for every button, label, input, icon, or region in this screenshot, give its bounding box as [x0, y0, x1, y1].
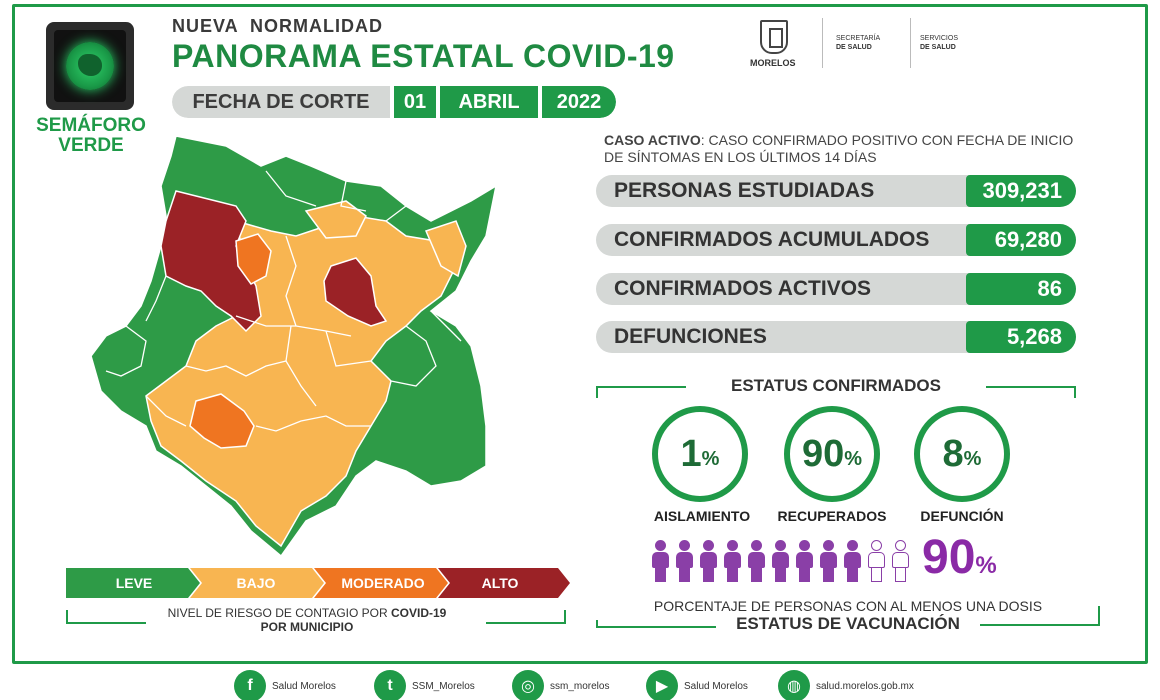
facebook-text: Salud Morelos [272, 680, 336, 692]
logo-divider [910, 18, 911, 68]
risk-caption-line2: POR MUNICIPIO [260, 620, 354, 634]
recuperados-pct: % [844, 447, 863, 470]
stat-value: 69,280 [966, 224, 1076, 256]
stat-confirmados-acumulados [596, 224, 1076, 256]
instagram-text: ssm_morelos [550, 680, 610, 692]
morelos-logo-text: MORELOS [750, 58, 796, 68]
traffic-light-icon [46, 22, 134, 110]
estatus-title: ESTATUS CONFIRMADOS [731, 376, 941, 395]
website-link[interactable] [778, 670, 914, 700]
fecha-day: 01 [394, 86, 436, 118]
person-icon [650, 540, 671, 582]
stat-value: 86 [966, 273, 1076, 305]
caso-activo-definition [604, 132, 1074, 166]
recuperados-label: RECUPERADOS [777, 508, 887, 524]
facebook-icon: f [234, 670, 266, 700]
subtitle: NUEVA NORMALIDAD [172, 16, 383, 36]
instagram-link[interactable] [512, 670, 609, 700]
fecha-de-corte [172, 86, 616, 118]
secretaria-line2: DE SALUD [836, 44, 872, 51]
legend-moderado-label: MODERADO [341, 575, 425, 591]
vaccination-title: ESTATUS DE VACUNACIÓN [736, 614, 960, 633]
aislamiento-ring [652, 406, 748, 502]
stat-label: DEFUNCIONES [596, 321, 986, 353]
legend-leve-label: LEVE [115, 575, 153, 591]
person-icon [674, 540, 695, 582]
person-icon [842, 540, 863, 582]
fecha-month: ABRIL [440, 86, 538, 118]
defuncion-label: DEFUNCIÓN [920, 508, 1004, 524]
social-footer [0, 668, 1160, 700]
person-icon [698, 540, 719, 582]
defuncion-pct: % [963, 447, 982, 470]
servicios-line1: SERVICIOS [920, 35, 958, 42]
servicios-logo [920, 34, 958, 52]
stat-value: 5,268 [966, 321, 1076, 353]
legend-bajo-label: BAJO [236, 575, 276, 591]
risk-caption [66, 606, 548, 634]
servicios-line2: DE SALUD [920, 44, 956, 51]
vaccination-percent-num: 90 [922, 531, 976, 584]
stat-value: 309,231 [966, 175, 1076, 207]
semaforo-label-line2: VERDE [58, 135, 124, 156]
stat-personas-estudiadas [596, 175, 1076, 207]
twitter-icon: t [374, 670, 406, 700]
person-icon [722, 540, 743, 582]
person-icon [866, 540, 887, 582]
stat-label: CONFIRMADOS ACTIVOS [596, 273, 986, 305]
twitter-link[interactable] [374, 670, 475, 700]
twitter-text: SSM_Morelos [412, 680, 475, 692]
website-text: salud.morelos.gob.mx [816, 680, 914, 692]
semaforo-label-line1: SEMÁFORO [36, 115, 146, 136]
logo-divider [822, 18, 823, 68]
recuperados-ring [784, 406, 880, 502]
stat-defunciones [596, 321, 1076, 353]
risk-legend [66, 568, 570, 598]
defuncion-ring [914, 406, 1010, 502]
fecha-year: 2022 [542, 86, 616, 118]
instagram-icon: ◎ [512, 670, 544, 700]
person-icon [746, 540, 767, 582]
defuncion-num: 8 [942, 432, 964, 475]
vaccination-percent-sign: % [975, 552, 997, 579]
aislamiento-label: AISLAMIENTO [653, 508, 751, 524]
person-icon [770, 540, 791, 582]
vaccination-people-icons [650, 540, 911, 582]
vaccination-percent [922, 530, 997, 585]
stat-label: CONFIRMADOS ACUMULADOS [596, 224, 986, 256]
youtube-link[interactable] [646, 670, 748, 700]
youtube-text: Salud Morelos [684, 680, 748, 692]
risk-caption-b: COVID-19 [391, 606, 447, 620]
page-title: PANORAMA ESTATAL COVID-19 [172, 38, 675, 74]
caso-activo-text: : CASO CONFIRMADO POSITIVO CON FECHA DE INICIO DE SÍNTOMAS EN LOS ÚLTIMOS 14 DÍAS [604, 132, 1074, 165]
web-icon: ◍ [778, 670, 810, 700]
secretaria-line1: SECRETARÍA [836, 35, 881, 42]
caso-activo-term: CASO ACTIVO [604, 132, 701, 148]
legend-alto-label: ALTO [481, 575, 519, 591]
vaccination-description: PORCENTAJE DE PERSONAS CON AL MENOS UNA DOSIS [653, 598, 1043, 614]
morelos-shield-logo [760, 20, 788, 54]
person-icon [794, 540, 815, 582]
facebook-link[interactable] [234, 670, 336, 700]
risk-caption-a: NIVEL DE RIESGO DE CONTAGIO POR [167, 606, 391, 620]
fecha-label: FECHA DE CORTE [172, 86, 390, 118]
stat-confirmados-activos [596, 273, 1076, 305]
aislamiento-num: 1 [680, 432, 702, 475]
aislamiento-pct: % [701, 447, 720, 470]
recuperados-num: 90 [801, 432, 845, 475]
youtube-icon: ▶ [646, 670, 678, 700]
morelos-municipalities-map [86, 126, 506, 556]
person-icon [818, 540, 839, 582]
stat-label: PERSONAS ESTUDIADAS [596, 175, 986, 207]
secretaria-logo [836, 34, 880, 52]
person-icon [890, 540, 911, 582]
